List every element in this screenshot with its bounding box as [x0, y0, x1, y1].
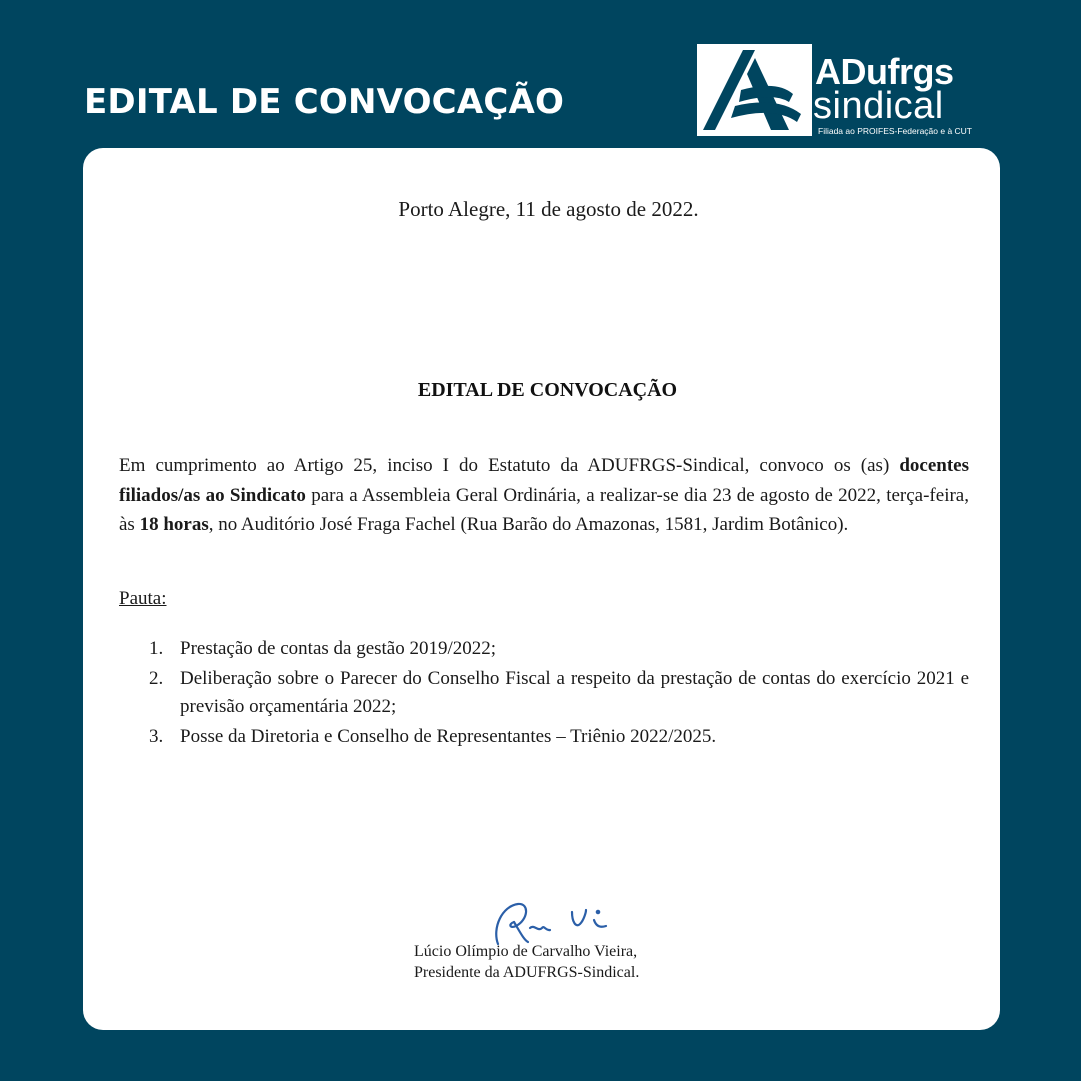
page-title: EDITAL DE CONVOCAÇÃO: [84, 82, 565, 122]
handwritten-signature: [468, 898, 628, 948]
agenda-item-number: 3.: [149, 726, 164, 747]
agenda-item: [149, 723, 969, 751]
document-body: [119, 451, 969, 540]
document-date: Porto Alegre, 11 de agosto de 2022.: [398, 197, 699, 221]
document-card: [83, 148, 1000, 1030]
agenda-item-number: 1.: [149, 638, 164, 659]
signer-role: Presidente da ADUFRGS-Sindical.: [414, 964, 640, 981]
logo-subtitle: sindical: [813, 85, 944, 127]
logo-tagline: Filiada ao PROIFES-Federação e à CUT: [818, 126, 973, 136]
agenda-item-text: Deliberação sobre o Parecer do Conselho Fiscal a respeito da prestação de contas do exercício 2021 e previsão orçamentária 2022;: [180, 668, 969, 717]
agenda-item-text: Posse da Diretoria e Conselho de Representantes – Triênio 2022/2025.: [180, 726, 717, 747]
agenda-label: Pauta:: [119, 588, 167, 609]
body-text-part: para a Assembleia Geral Ordinária, a realizar-se dia 23 de agosto de 2022, terça-feira, às: [119, 484, 969, 535]
agenda-item-text: Prestação de contas da gestão 2019/2022;: [180, 638, 497, 659]
agenda-item: [149, 665, 969, 721]
logo-mark-icon: [697, 44, 812, 136]
signer-name: Lúcio Olímpio de Carvalho Vieira,: [414, 943, 638, 960]
document-title: EDITAL DE CONVOCAÇÃO: [417, 379, 678, 401]
body-text-part: Em cumprimento ao Artigo 25, inciso I do Estatuto da ADUFRGS-Sindical, convoco os (as): [119, 455, 900, 476]
body-bold-recipients: docentes filiados/as ao Sindicato: [119, 455, 969, 506]
body-text-part: , no Auditório José Fraga Fachel (Rua Barão do Amazonas, 1581, Jardim Botânico).: [208, 514, 849, 535]
agenda-item-number: 2.: [149, 668, 164, 689]
agenda-list: [149, 635, 969, 753]
adufrgs-logo: [697, 44, 1007, 140]
agenda-item: [149, 635, 969, 663]
logo-name: ADufrgs: [815, 51, 954, 92]
body-bold-time: 18 horas: [139, 514, 209, 535]
